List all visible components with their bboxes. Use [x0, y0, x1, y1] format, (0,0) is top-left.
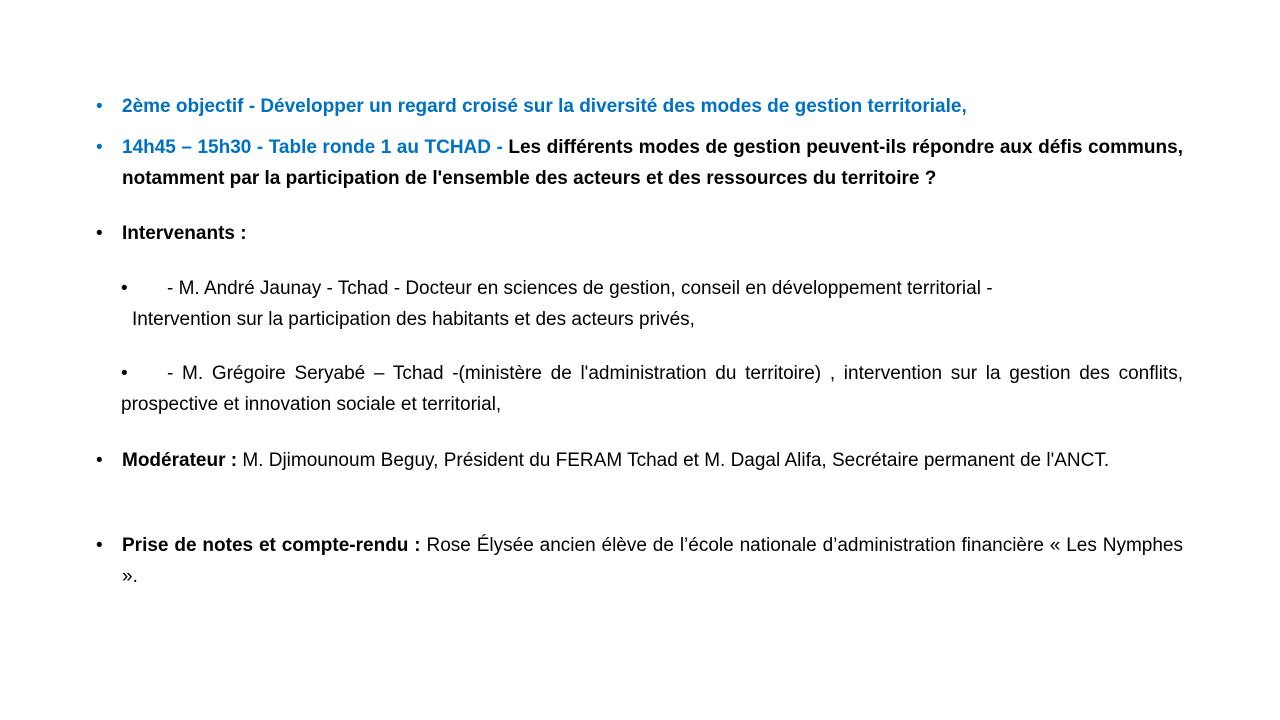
bullet-dot: •: [96, 223, 103, 244]
notes-person: Rose Élysée ancien élève de l’école nationale d’administration financière « Les Nymphes ».: [122, 535, 1183, 587]
moderator-text: [122, 445, 1183, 476]
bullet-dot: •: [121, 363, 128, 384]
bullet-dot: •: [96, 137, 103, 158]
objective-text: [122, 91, 1183, 122]
speakers-heading-label: Intervenants :: [122, 223, 247, 244]
speakers-heading: [122, 218, 1183, 249]
round-table-question: Les différents modes de gestion peuvent-ils répondre aux défis communs, notamment par la participation de l'ensemble des acteurs et des ressources du territoire ?: [122, 137, 1183, 189]
notes-label: Prise de notes et compte-rendu :: [122, 535, 427, 556]
moderator-label: Modérateur :: [122, 450, 243, 471]
notes-text: [122, 530, 1183, 592]
objective-bullet: [96, 91, 1183, 122]
round-table-text: [122, 132, 1183, 194]
bullet-dot: •: [96, 450, 103, 471]
bullet-dot: •: [121, 278, 128, 299]
speaker-line: [121, 273, 1183, 304]
round-table-time-label: 14h45 – 15h30 - Table ronde 1 au TCHAD -: [122, 137, 509, 158]
speakers-heading-bullet: [96, 218, 1183, 249]
bullet-dot: •: [96, 96, 103, 117]
notes-bullet: [96, 530, 1183, 592]
speaker-item-jaunay: [121, 273, 1183, 335]
speaker-intervention: Intervention sur la participation des habitants et des acteurs privés,: [132, 309, 695, 330]
speaker-description: - M. Grégoire Seryabé – Tchad -(ministère de l'administration du territoire) , intervention sur la gestion des conflits, prospective et innovation sociale et territorial,: [121, 363, 1183, 415]
speaker-item-seryabe: [121, 358, 1183, 420]
speaker-description: - M. André Jaunay - Tchad - Docteur en sciences de gestion, conseil en développement territorial -: [167, 278, 993, 299]
objective-label: 2ème objectif - Développer un regard croisé sur la diversité des modes de gestion territoriale,: [122, 96, 967, 117]
moderator-bullet: [96, 445, 1183, 476]
bullet-dot: •: [96, 535, 103, 556]
moderator-names: M. Djimounoum Beguy, Président du FERAM Tchad et M. Dagal Alifa, Secrétaire permanent de l'ANCT.: [242, 450, 1110, 471]
round-table-bullet: [96, 132, 1183, 194]
